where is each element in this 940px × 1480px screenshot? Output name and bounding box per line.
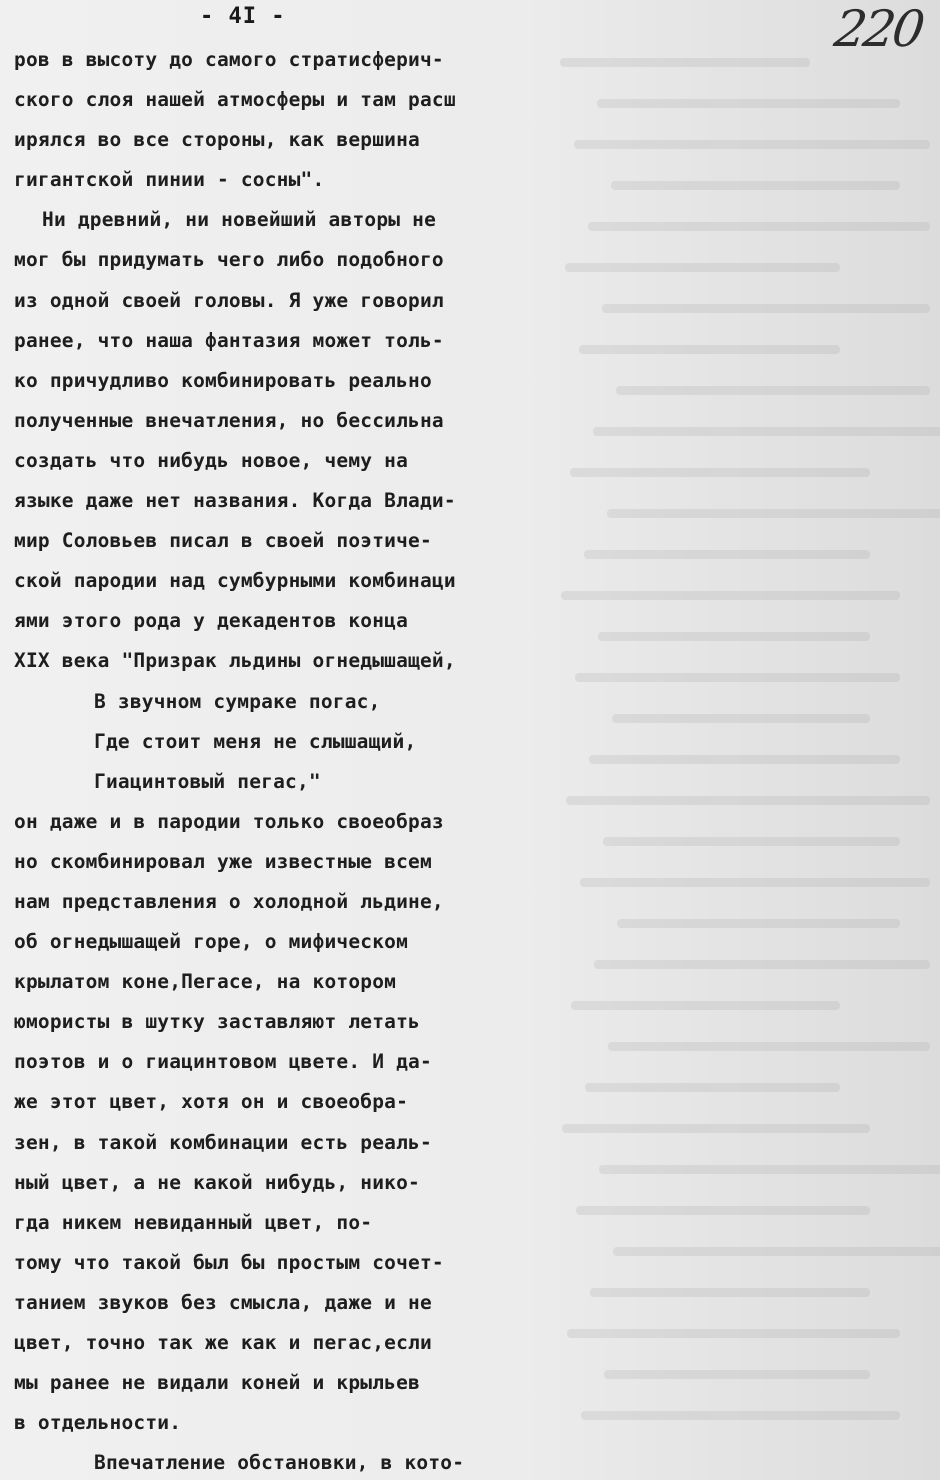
bleed-line: [616, 386, 930, 395]
text-line: мир Соловьев писал в своей поэтиче-: [14, 529, 432, 553]
bleed-line: [576, 1206, 870, 1215]
bleed-line: [562, 1124, 870, 1133]
bleed-line: [560, 58, 810, 67]
text-line: ской пародии над сумбурными комбинаци: [14, 569, 456, 593]
bleed-line: [566, 796, 930, 805]
text-line: В звучном сумраке погас,: [94, 689, 381, 713]
bleed-line: [580, 878, 930, 887]
text-line: ирялся во все стороны, как вершина: [14, 128, 420, 152]
bleed-line: [561, 591, 900, 600]
text-line: мог бы придумать чего либо подобного: [14, 248, 444, 272]
body-text: [14, 40, 534, 1480]
bleed-line: [589, 755, 900, 764]
text-line: ров в высоту до самого стратисферич-: [14, 48, 444, 71]
bleed-line: [584, 550, 870, 559]
bleed-line: [594, 960, 930, 969]
bleed-line: [579, 345, 840, 354]
bleed-line: [612, 714, 870, 723]
bleed-line: [565, 263, 840, 272]
bleed-line: [613, 1247, 940, 1256]
text-line: Гиацинтовый пегас,": [94, 769, 321, 793]
text-line: Впечатление обстановки, в кото-: [94, 1451, 465, 1475]
text-line: юмористы в шутку заставляют летать: [14, 1010, 420, 1034]
text-line: ранее, что наша фантазия может толь-: [14, 328, 444, 352]
text-line: языке даже нет названия. Когда Влади-: [14, 489, 456, 513]
bleed-line: [590, 1288, 870, 1297]
text-line: об огнедышащей горе, о мифическом: [14, 930, 409, 954]
bleed-line: [617, 919, 900, 928]
text-line: XIX века "Призрак льдины огнедышащей,: [14, 649, 456, 673]
text-line: из одной своей головы. Я уже говорил: [14, 288, 444, 312]
bleed-line: [611, 181, 900, 190]
bleed-line: [608, 1042, 930, 1051]
bleed-line: [570, 468, 870, 477]
text-line: создать что нибудь новое, чему на: [14, 448, 409, 472]
text-line: в отдельности.: [14, 1411, 182, 1435]
bleed-line: [574, 140, 930, 149]
text-line: танием звуков без смысла, даже и не: [14, 1290, 432, 1314]
text-line: гда никем невиданный цвет, по-: [14, 1210, 373, 1234]
text-line: нам представления о холодной льдине,: [14, 889, 444, 913]
text-line: но скомбинировал уже известные всем: [14, 849, 432, 873]
text-line: тому что такой был бы простым сочет-: [14, 1250, 444, 1274]
text-line: ского слоя нашей атмосферы и там расш: [14, 88, 456, 112]
text-line: Где стоит меня не слышащий,: [94, 729, 417, 753]
bleed-line: [567, 1329, 900, 1338]
bleed-line: [599, 1165, 940, 1174]
bleed-line: [581, 1411, 900, 1420]
bleed-line: [604, 1370, 870, 1379]
handwritten-archive-number: 220: [830, 0, 926, 58]
bleed-line: [607, 509, 940, 518]
bleed-through-texture: [540, 40, 930, 1460]
text-line: Ни древний, ни новейший авторы не: [42, 208, 437, 232]
text-line: зен, в такой комбинации есть реаль-: [14, 1130, 432, 1154]
text-line: поэтов и о гиацинтовом цвете. И да-: [14, 1050, 432, 1074]
bleed-line: [597, 99, 900, 108]
text-line: ный цвет, а не какой нибудь, нико-: [14, 1170, 420, 1194]
bleed-line: [571, 1001, 840, 1010]
bleed-line: [603, 837, 900, 846]
bleed-line: [598, 632, 870, 641]
text-line: цвет, точно так же как и пегас,если: [14, 1331, 432, 1354]
text-line: ями этого рода у декадентов конца: [14, 609, 409, 633]
bleed-line: [588, 222, 930, 231]
text-line: полученные внечатления, но бессильна: [14, 408, 444, 432]
bleed-line: [585, 1083, 840, 1092]
text-line: он даже и в пародии только своеобраз: [14, 809, 444, 833]
page-number: - 4I -: [200, 4, 286, 29]
text-line: крылатом коне,Пегасе, на котором: [14, 970, 397, 994]
text-line: гигантской пинии - сосны".: [14, 168, 325, 192]
bleed-line: [602, 304, 930, 313]
text-line: мы ранее не видали коней и крыльев: [14, 1371, 420, 1395]
text-line: же этот цвет, хотя он и своеобра-: [14, 1090, 409, 1114]
bleed-line: [575, 673, 900, 682]
text-line: ко причудливо комбинировать реально: [14, 368, 432, 392]
bleed-line: [593, 427, 940, 436]
